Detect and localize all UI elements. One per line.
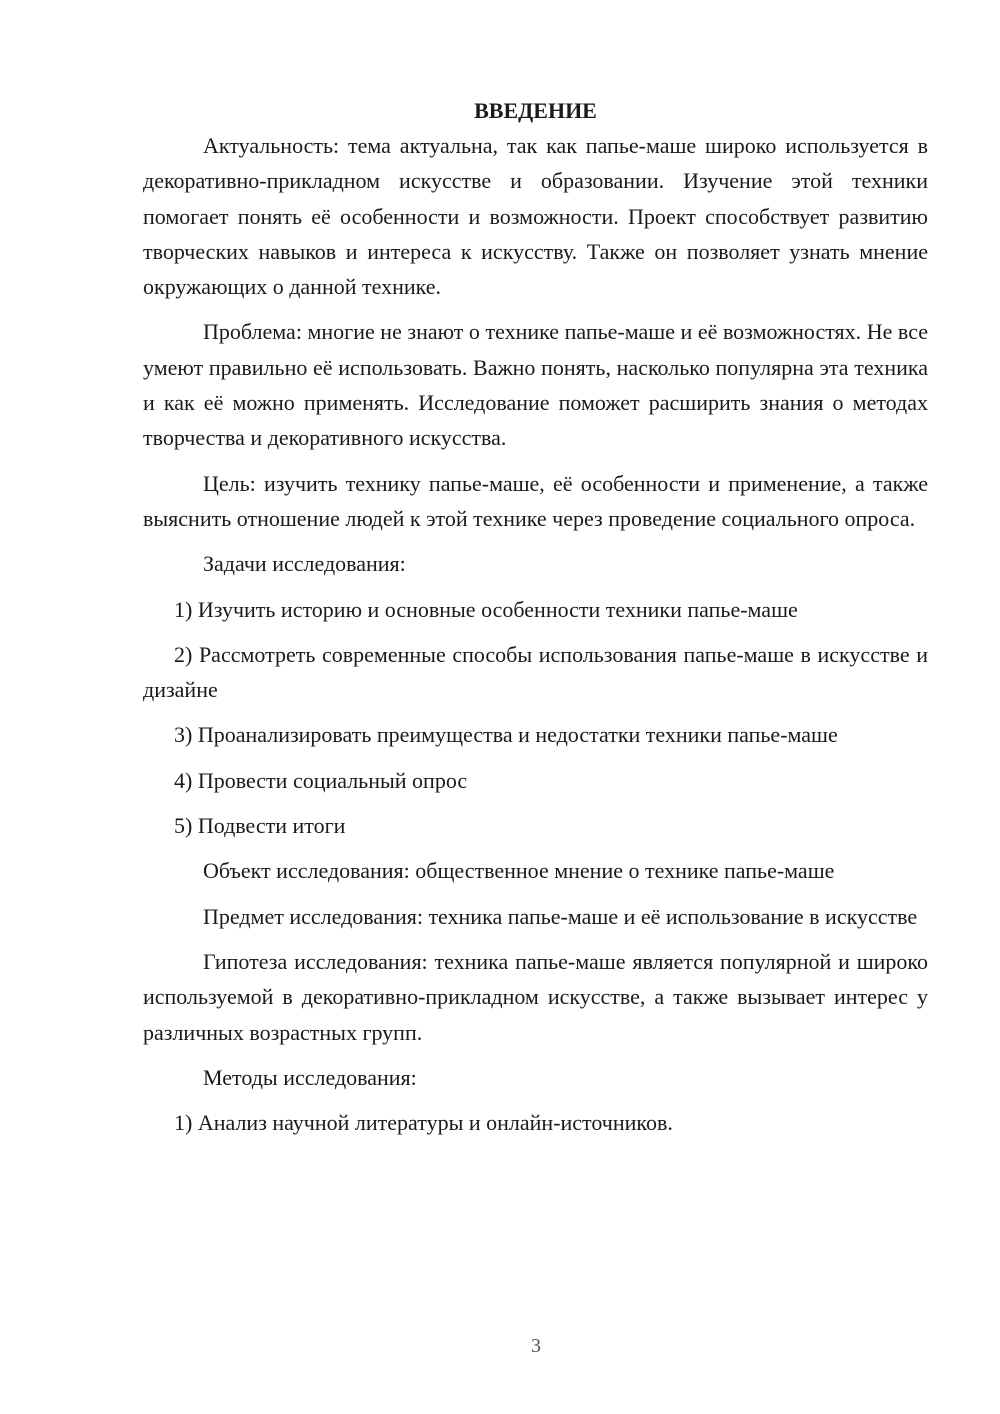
page-content (143, 93, 928, 1150)
paragraph-object: Объект исследования: общественное мнение о технике папье-маше (203, 858, 835, 884)
tasks-title: Задачи исследования: (203, 551, 406, 577)
paragraph-subject: Предмет исследования: техника папье-маше и её использование в искусстве (203, 903, 918, 929)
page-number: 3 (531, 1335, 541, 1357)
task-item-1: 1) Изучить историю и основные особенности техники папье-маше (174, 596, 798, 622)
task-item-2: 2) Рассмотреть современные способы использования папье-маше в искусстве и дизайне (143, 641, 928, 703)
task-item-4: 4) Провести социальный опрос (174, 767, 468, 793)
method-item-1: 1) Анализ научной литературы и онлайн-источников. (174, 1110, 673, 1136)
section-heading: ВВЕДЕНИЕ (474, 98, 597, 123)
task-item-3: 3) Проанализировать преимущества и недостатки техники папье-маше (174, 722, 838, 748)
paragraph-goal: Цель: изучить технику папье-маше, её особенности и применение, а также выяснить отношение людей к этой технике через проведение социального опроса. (143, 470, 928, 531)
paragraph-hypothesis: Гипотеза исследования: техника папье-маше является популярной и широко используемой в декоративно-прикладном искусстве, а также вызывает интерес у различных возрастных групп. (143, 948, 928, 1045)
paragraph-relevance: Актуальность: тема актуальна, так как папье-маше широко используется в декоративно-прикладном искусстве и образовании. Изучение этой техники помогает понять её особенности и возможности. Проект способствует развитию творческих навыков и интереса к искусству. Также он позволяет узнать мнение окружающих о данной технике. (143, 133, 928, 300)
paragraph-problem: Проблема: многие не знают о технике папье-маше и её возможностях. Не все умеют правильно её использовать. Важно понять, насколько популярна эта техника и как её можно применять. Исследование поможет расширить знания о методах творчества и декоративного искусства. (143, 319, 928, 451)
task-item-5: 5) Подвести итоги (174, 813, 346, 839)
methods-title: Методы исследования: (203, 1064, 417, 1090)
